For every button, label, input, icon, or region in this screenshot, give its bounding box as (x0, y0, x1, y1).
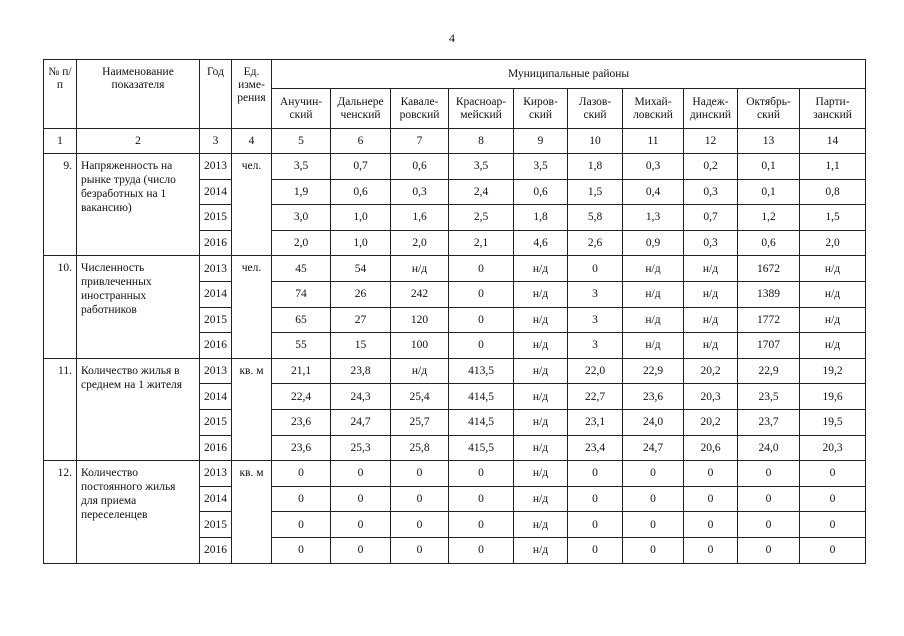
table-row (44, 230, 866, 256)
indicator-number (44, 409, 77, 435)
value-cell: 3 (568, 281, 623, 307)
value-cell: 25,7 (391, 409, 449, 435)
unit-cell (232, 333, 272, 359)
value-cell: 15 (331, 333, 391, 359)
value-cell: 0 (272, 512, 331, 538)
value-cell: 23,7 (738, 409, 800, 435)
value-cell: 0,3 (684, 179, 738, 205)
value-cell: н/д (514, 537, 568, 563)
value-cell: 0 (800, 512, 866, 538)
value-cell: 1,6 (391, 205, 449, 231)
value-cell: 22,7 (568, 384, 623, 410)
value-cell: 3,5 (449, 154, 514, 180)
year-cell: 2015 (200, 307, 232, 333)
value-cell: 0,1 (738, 179, 800, 205)
value-cell: 1,8 (568, 154, 623, 180)
column-number: 11 (623, 129, 684, 154)
value-cell: 1,1 (800, 154, 866, 180)
year-cell: 2013 (200, 256, 232, 282)
value-cell: 0 (391, 512, 449, 538)
unit-cell (232, 486, 272, 512)
value-cell: 0 (449, 486, 514, 512)
value-cell: 0,3 (684, 230, 738, 256)
header-district: Дальнере ченский (331, 89, 391, 129)
value-cell: 22,9 (623, 358, 684, 384)
value-cell: 3 (568, 307, 623, 333)
value-cell: н/д (514, 384, 568, 410)
year-cell: 2015 (200, 205, 232, 231)
column-number: 1 (44, 129, 77, 154)
value-cell: 0 (684, 537, 738, 563)
indicator-number: 12. (44, 461, 77, 487)
value-cell: 0 (800, 461, 866, 487)
indicator-number (44, 281, 77, 307)
value-cell: н/д (800, 256, 866, 282)
value-cell: н/д (391, 256, 449, 282)
value-cell: 413,5 (449, 358, 514, 384)
year-cell: 2016 (200, 537, 232, 563)
unit-cell (232, 281, 272, 307)
value-cell: 0 (449, 461, 514, 487)
value-cell: 23,1 (568, 409, 623, 435)
value-cell: 0,6 (331, 179, 391, 205)
value-cell: 0,1 (738, 154, 800, 180)
header-no: № п/п (44, 60, 77, 129)
unit-cell (232, 384, 272, 410)
header-row-top (44, 60, 866, 89)
header-district: Надеж-динский (684, 89, 738, 129)
value-cell: 74 (272, 281, 331, 307)
value-cell: 2,6 (568, 230, 623, 256)
value-cell: н/д (684, 281, 738, 307)
year-cell: 2015 (200, 409, 232, 435)
table-row (44, 537, 866, 563)
value-cell: 25,3 (331, 435, 391, 461)
year-cell: 2016 (200, 333, 232, 359)
value-cell: н/д (800, 281, 866, 307)
value-cell: н/д (623, 281, 684, 307)
value-cell: 0,8 (800, 179, 866, 205)
value-cell: н/д (623, 307, 684, 333)
value-cell: н/д (514, 435, 568, 461)
value-cell: н/д (514, 461, 568, 487)
value-cell: н/д (514, 358, 568, 384)
indicator-number: 11. (44, 358, 77, 384)
value-cell: 0,9 (623, 230, 684, 256)
value-cell: 1,3 (623, 205, 684, 231)
year-cell: 2014 (200, 486, 232, 512)
value-cell: 0 (623, 537, 684, 563)
value-cell: н/д (514, 281, 568, 307)
value-cell: 2,4 (449, 179, 514, 205)
value-cell: 0 (331, 461, 391, 487)
value-cell: 0 (331, 512, 391, 538)
value-cell: 27 (331, 307, 391, 333)
value-cell: 45 (272, 256, 331, 282)
unit-cell (232, 537, 272, 563)
indicator-number: 10. (44, 256, 77, 282)
header-name: Наименование показателя (77, 60, 200, 129)
value-cell: 0 (800, 486, 866, 512)
value-cell: 414,5 (449, 384, 514, 410)
value-cell: 0 (738, 512, 800, 538)
value-cell: 21,1 (272, 358, 331, 384)
table-row (44, 435, 866, 461)
value-cell: 0 (568, 537, 623, 563)
value-cell: н/д (684, 256, 738, 282)
unit-cell: чел. (232, 154, 272, 180)
value-cell: 23,8 (331, 358, 391, 384)
year-cell: 2014 (200, 384, 232, 410)
page-number: 4 (449, 31, 455, 45)
indicator-number (44, 512, 77, 538)
indicator-number (44, 230, 77, 256)
unit-cell (232, 230, 272, 256)
value-cell: 65 (272, 307, 331, 333)
table-row (44, 154, 866, 180)
value-cell: 0 (684, 461, 738, 487)
indicator-name-text: Количество постоянного жилья для приема переселенцев (81, 467, 176, 522)
value-cell: 0 (449, 333, 514, 359)
indicator-number (44, 384, 77, 410)
value-cell: 1772 (738, 307, 800, 333)
header-district: Октябрь-ский (738, 89, 800, 129)
value-cell: н/д (514, 256, 568, 282)
indicator-name (77, 333, 200, 359)
value-cell: 0 (331, 537, 391, 563)
value-cell: 25,4 (391, 384, 449, 410)
value-cell: н/д (514, 486, 568, 512)
unit-cell (232, 307, 272, 333)
value-cell: 1,2 (738, 205, 800, 231)
header-row-column-numbers (44, 129, 866, 154)
indicator-number (44, 537, 77, 563)
indicator-name (77, 435, 200, 461)
table-row (44, 409, 866, 435)
value-cell: 0 (272, 461, 331, 487)
year-cell: 2015 (200, 512, 232, 538)
value-cell: н/д (514, 307, 568, 333)
value-cell: 20,3 (684, 384, 738, 410)
value-cell: 54 (331, 256, 391, 282)
indicator-number (44, 205, 77, 231)
value-cell: 0 (391, 537, 449, 563)
header-district: Парти-занский (800, 89, 866, 129)
value-cell: 1707 (738, 333, 800, 359)
value-cell: 0,3 (623, 154, 684, 180)
value-cell: 55 (272, 333, 331, 359)
value-cell: 2,1 (449, 230, 514, 256)
value-cell: 0 (391, 486, 449, 512)
unit-cell (232, 179, 272, 205)
value-cell: 20,2 (684, 358, 738, 384)
value-cell: 415,5 (449, 435, 514, 461)
value-cell: 0,2 (684, 154, 738, 180)
column-number: 12 (684, 129, 738, 154)
indicator-name-text: Напряженность на рынке труда (число безработных на 1 вакансию) (81, 160, 176, 214)
value-cell: 0 (449, 537, 514, 563)
value-cell: 23,6 (272, 435, 331, 461)
unit-cell: кв. м (232, 461, 272, 487)
value-cell: н/д (391, 358, 449, 384)
value-cell: 20,2 (684, 409, 738, 435)
value-cell: 23,6 (623, 384, 684, 410)
value-cell: 0 (449, 256, 514, 282)
value-cell: 0 (623, 486, 684, 512)
value-cell: 0 (738, 461, 800, 487)
value-cell: 19,5 (800, 409, 866, 435)
value-cell: 1389 (738, 281, 800, 307)
value-cell: 0 (391, 461, 449, 487)
column-number: 13 (738, 129, 800, 154)
value-cell: н/д (684, 307, 738, 333)
indicator-number (44, 333, 77, 359)
value-cell: 0 (449, 281, 514, 307)
value-cell: 0 (623, 512, 684, 538)
value-cell: 20,3 (800, 435, 866, 461)
value-cell: 24,7 (331, 409, 391, 435)
value-cell: 1,9 (272, 179, 331, 205)
header-unit: Ед. изме-рения (232, 60, 272, 129)
unit-cell (232, 205, 272, 231)
column-number: 9 (514, 129, 568, 154)
year-cell: 2014 (200, 281, 232, 307)
value-cell: 100 (391, 333, 449, 359)
value-cell: 0,4 (623, 179, 684, 205)
value-cell: 0 (449, 307, 514, 333)
column-number: 8 (449, 129, 514, 154)
indicator-number (44, 307, 77, 333)
column-number: 14 (800, 129, 866, 154)
value-cell: 3 (568, 333, 623, 359)
value-cell: 0 (568, 461, 623, 487)
indicator-number (44, 486, 77, 512)
indicator-name (77, 230, 200, 256)
year-cell: 2013 (200, 461, 232, 487)
value-cell: 0 (738, 537, 800, 563)
indicator-number (44, 435, 77, 461)
value-cell: 0 (568, 486, 623, 512)
value-cell: 0 (568, 256, 623, 282)
value-cell: 242 (391, 281, 449, 307)
value-cell: 3,5 (272, 154, 331, 180)
value-cell: 22,0 (568, 358, 623, 384)
header-district: Киров-ский (514, 89, 568, 129)
header-year: Год (200, 60, 232, 129)
value-cell: 19,6 (800, 384, 866, 410)
value-cell: 2,5 (449, 205, 514, 231)
table-row (44, 461, 866, 487)
header-district: Анучин-ский (272, 89, 331, 129)
value-cell: 2,0 (272, 230, 331, 256)
value-cell: 0,3 (391, 179, 449, 205)
statistics-table (43, 59, 866, 564)
value-cell: 0,6 (391, 154, 449, 180)
unit-cell: чел. (232, 256, 272, 282)
table-row (44, 333, 866, 359)
value-cell: 1672 (738, 256, 800, 282)
indicator-name (77, 461, 200, 522)
value-cell: 4,6 (514, 230, 568, 256)
indicator-name (77, 358, 200, 391)
column-number: 10 (568, 129, 623, 154)
value-cell: 414,5 (449, 409, 514, 435)
value-cell: 0 (684, 512, 738, 538)
unit-cell: кв. м (232, 358, 272, 384)
value-cell: 24,0 (738, 435, 800, 461)
value-cell: 1,0 (331, 205, 391, 231)
column-number: 6 (331, 129, 391, 154)
value-cell: 0 (272, 537, 331, 563)
value-cell: 0 (568, 512, 623, 538)
value-cell: 24,0 (623, 409, 684, 435)
indicator-name-text: Численность привлеченных иностранных работников (81, 262, 152, 317)
value-cell: 23,4 (568, 435, 623, 461)
value-cell: 0 (623, 461, 684, 487)
indicator-number (44, 179, 77, 205)
value-cell: н/д (800, 307, 866, 333)
value-cell: 0 (449, 512, 514, 538)
value-cell: 22,9 (738, 358, 800, 384)
indicator-name-text: Количество жилья в среднем на 1 жителя (81, 364, 183, 391)
value-cell: 22,4 (272, 384, 331, 410)
indicator-name (77, 154, 200, 214)
value-cell: 0,7 (331, 154, 391, 180)
header-district: Лазов-ский (568, 89, 623, 129)
value-cell: 23,6 (272, 409, 331, 435)
year-cell: 2013 (200, 358, 232, 384)
header-district: Михай-ловский (623, 89, 684, 129)
value-cell: н/д (623, 333, 684, 359)
value-cell: 2,0 (391, 230, 449, 256)
header-district: Красноар-мейский (449, 89, 514, 129)
value-cell: 0 (272, 486, 331, 512)
value-cell: 20,6 (684, 435, 738, 461)
value-cell: 3,5 (514, 154, 568, 180)
value-cell: н/д (800, 333, 866, 359)
value-cell: н/д (514, 512, 568, 538)
unit-cell (232, 435, 272, 461)
value-cell: 0 (331, 486, 391, 512)
value-cell: н/д (514, 333, 568, 359)
table-row (44, 256, 866, 282)
value-cell: 0,7 (684, 205, 738, 231)
value-cell: 24,7 (623, 435, 684, 461)
header-districts-group: Муниципальные районы (272, 60, 866, 89)
indicator-number: 9. (44, 154, 77, 180)
table-body (44, 154, 866, 564)
value-cell: 2,0 (800, 230, 866, 256)
value-cell: 1,5 (800, 205, 866, 231)
year-cell: 2014 (200, 179, 232, 205)
column-number: 2 (77, 129, 200, 154)
value-cell: 3,0 (272, 205, 331, 231)
value-cell: 0,6 (738, 230, 800, 256)
unit-cell (232, 409, 272, 435)
value-cell: 0 (800, 537, 866, 563)
table-header (44, 60, 866, 154)
value-cell: 25,8 (391, 435, 449, 461)
indicator-name (77, 256, 200, 317)
year-cell: 2016 (200, 230, 232, 256)
year-cell: 2013 (200, 154, 232, 180)
value-cell: 1,0 (331, 230, 391, 256)
indicator-name (77, 409, 200, 435)
value-cell: н/д (684, 333, 738, 359)
value-cell: 0,6 (514, 179, 568, 205)
value-cell: 1,8 (514, 205, 568, 231)
value-cell: 0 (738, 486, 800, 512)
column-number: 3 (200, 129, 232, 154)
column-number: 5 (272, 129, 331, 154)
value-cell: 24,3 (331, 384, 391, 410)
value-cell: 5,8 (568, 205, 623, 231)
value-cell: 19,2 (800, 358, 866, 384)
table-row (44, 358, 866, 384)
year-cell: 2016 (200, 435, 232, 461)
value-cell: 1,5 (568, 179, 623, 205)
value-cell: н/д (514, 409, 568, 435)
unit-cell (232, 512, 272, 538)
column-number: 7 (391, 129, 449, 154)
value-cell: н/д (623, 256, 684, 282)
indicator-name (77, 537, 200, 563)
value-cell: 26 (331, 281, 391, 307)
column-number: 4 (232, 129, 272, 154)
value-cell: 0 (684, 486, 738, 512)
value-cell: 23,5 (738, 384, 800, 410)
value-cell: 120 (391, 307, 449, 333)
header-district: Кавале-ровский (391, 89, 449, 129)
